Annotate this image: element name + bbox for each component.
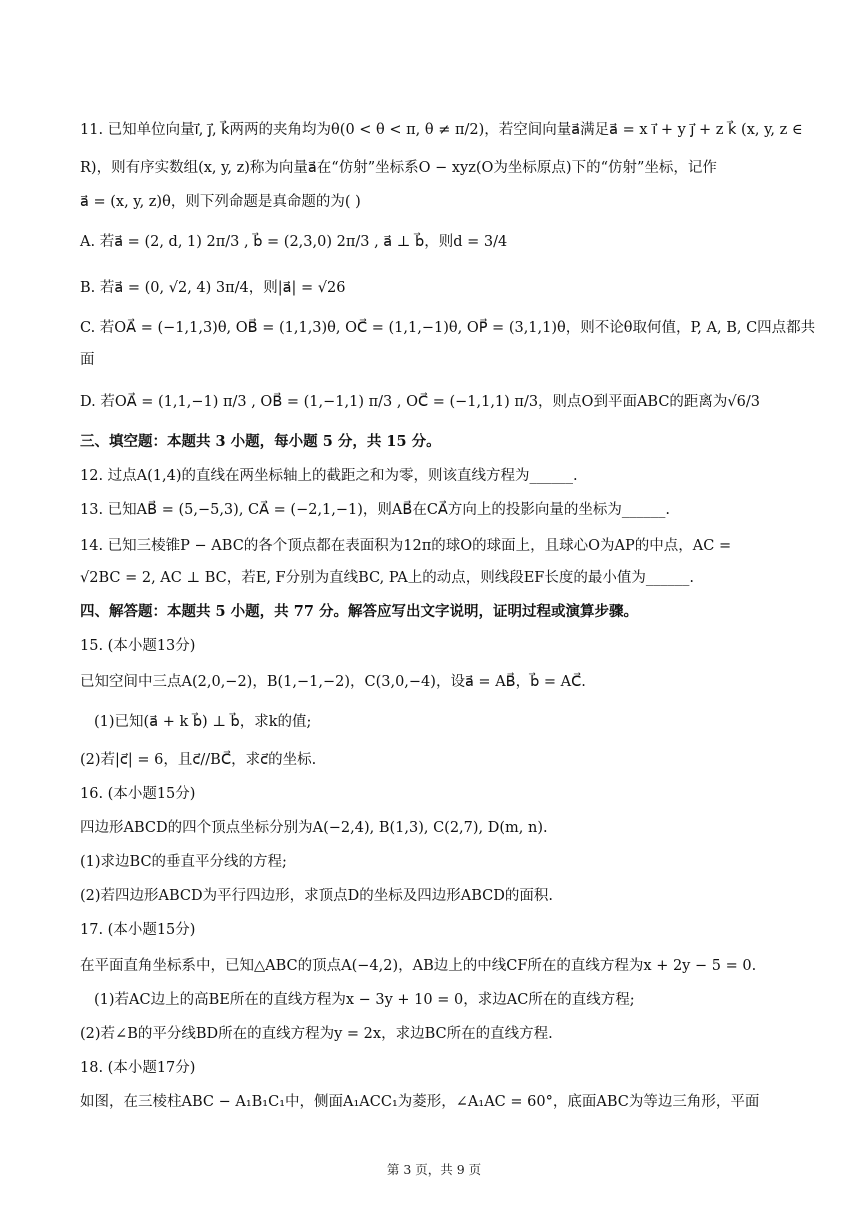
q14-line2: √2BC = 2, AC ⊥ BC，若E, F分别为直线BC, PA上的动点，则线段EF长度的最小值为______. [80,570,694,586]
section-three-heading: 三、填空题：本题共 3 小题，每小题 5 分，共 15 分。 [80,433,441,450]
q12: 12. 过点A(1,4)的直线在两坐标轴上的截距之和为零，则该直线方程为______. [80,468,578,484]
q18-stem: 如图，在三棱柱ABC − A₁B₁C₁中，侧面A₁ACC₁为菱形，∠A₁AC = 60°，底面ABC为等边三角形，平面 [80,1094,760,1110]
q18-title: 18. (本小题17分) [80,1060,196,1076]
q11-option-b: B. 若a⃗ = (0, √2, 4) 3π/4，则|a⃗| = √26 [80,280,346,296]
section-four-heading: 四、解答题：本题共 5 小题，共 77 分。解答应写出文字说明，证明过程或演算步骤。 [80,603,638,620]
q16-part2: (2)若四边形ABCD为平行四边形，求顶点D的坐标及四边形ABCD的面积. [80,888,554,904]
q17-part1: (1)若AC边上的高BE所在的直线方程为x − 3y + 10 = 0，求边AC所在的直线方程; [94,992,635,1008]
q15-part2: (2)若|c⃗| = 6，且c⃗//BC⃗，求c⃗的坐标. [80,752,317,768]
q15-title: 15. (本小题13分) [80,638,196,654]
q17-title: 17. (本小题15分) [80,922,196,938]
page-footer: 第 3 页，共 9 页 [386,1162,482,1177]
q13: 13. 已知AB⃗ = (5,−5,3), CA⃗ = (−2,1,−1)，则AB⃗在CA⃗方向上的投影向量的坐标为______. [80,502,670,518]
q16-stem: 四边形ABCD的四个顶点坐标分别为A(−2,4), B(1,3), C(2,7), D(m, n). [80,820,548,836]
q11-option-c: C. 若OA⃗ = (−1,1,3)θ, OB⃗ = (1,1,3)θ, OC⃗ = (1,1,−1)θ, OP⃗ = (3,1,1)θ，则不论θ取何值，P, A, B, C四点都共 [80,320,816,336]
q11-option-d: D. 若OA⃗ = (1,1,−1) π/3 , OB⃗ = (1,−1,1) π/3 , OC⃗ = (−1,1,1) π/3，则点O到平面ABC的距离为√6/3 [80,394,761,410]
q16-part1: (1)求边BC的垂直平分线的方程; [80,854,287,870]
q15-stem: 已知空间中三点A(2,0,−2)，B(1,−1,−2)，C(3,0,−4)，设a⃗ = AB⃗，b⃗ = AC⃗. [80,674,586,690]
q15-part1: (1)已知(a⃗ + k b⃗) ⊥ b⃗，求k的值; [94,714,312,730]
q17-part2: (2)若∠B的平分线BD所在的直线方程为y = 2x，求边BC所在的直线方程. [80,1026,553,1042]
q11-option-a: A. 若a⃗ = (2, d, 1) 2π/3 , b⃗ = (2,3,0) 2π/3 , a⃗ ⊥ b⃗，则d = 3/4 [80,234,508,250]
q11-option-c-cont: 面 [80,352,95,368]
q11-stem-line3: a⃗ = (x, y, z)θ，则下列命题是真命题的为( ) [80,194,361,210]
q14-line1: 14. 已知三棱锥P − ABC的各个顶点都在表面积为12π的球O的球面上，且球心O为AP的中点，AC = [80,538,732,554]
q11-stem-line1: 11. 已知单位向量i⃗, j⃗, k⃗两两的夹角均为θ(0 < θ < π, θ ≠ π/2)，若空间向量a⃗满足a⃗ = x i⃗ + y j⃗ + z k⃗ (x, y, z ∈ [80,122,803,138]
q17-stem: 在平面直角坐标系中，已知△ABC的顶点A(−4,2)，AB边上的中线CF所在的直线方程为x + 2y − 5 = 0. [80,958,757,974]
q16-title: 16. (本小题15分) [80,786,196,802]
q11-stem-line2: R)，则有序实数组(x, y, z)称为向量a⃗在“仿射”坐标系O − xyz(O为坐标原点)下的“仿射”坐标，记作 [80,160,717,176]
